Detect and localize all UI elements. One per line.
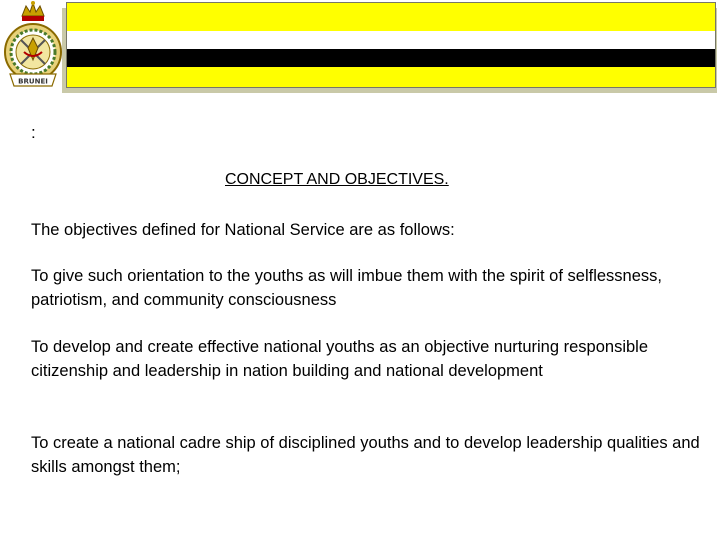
banner-white-stripe (67, 31, 715, 49)
banner-black-stripe (67, 49, 715, 67)
section-heading: CONCEPT AND OBJECTIVES. (225, 171, 449, 188)
objective-item-1: To give such orientation to the youths as will imbue them with the spirit of selflessness, patriotism, and community consciousness (31, 267, 662, 309)
crest-emblem-icon (0, 0, 66, 92)
objective-item-3: To create a national cadre ship of disciplined youths and to develop leadership qualities and skills amongst them; (31, 434, 700, 476)
svg-text:BRUNEI: BRUNEI (18, 77, 48, 86)
flag-banner (66, 2, 716, 88)
intro-text: The objectives defined for National Service are as follows: (31, 221, 455, 239)
colon-marker: : (31, 123, 36, 142)
objective-item-2: To develop and create effective national youths as an objective nurturing responsible citizenship and leadership in nation building and national development (31, 338, 649, 380)
